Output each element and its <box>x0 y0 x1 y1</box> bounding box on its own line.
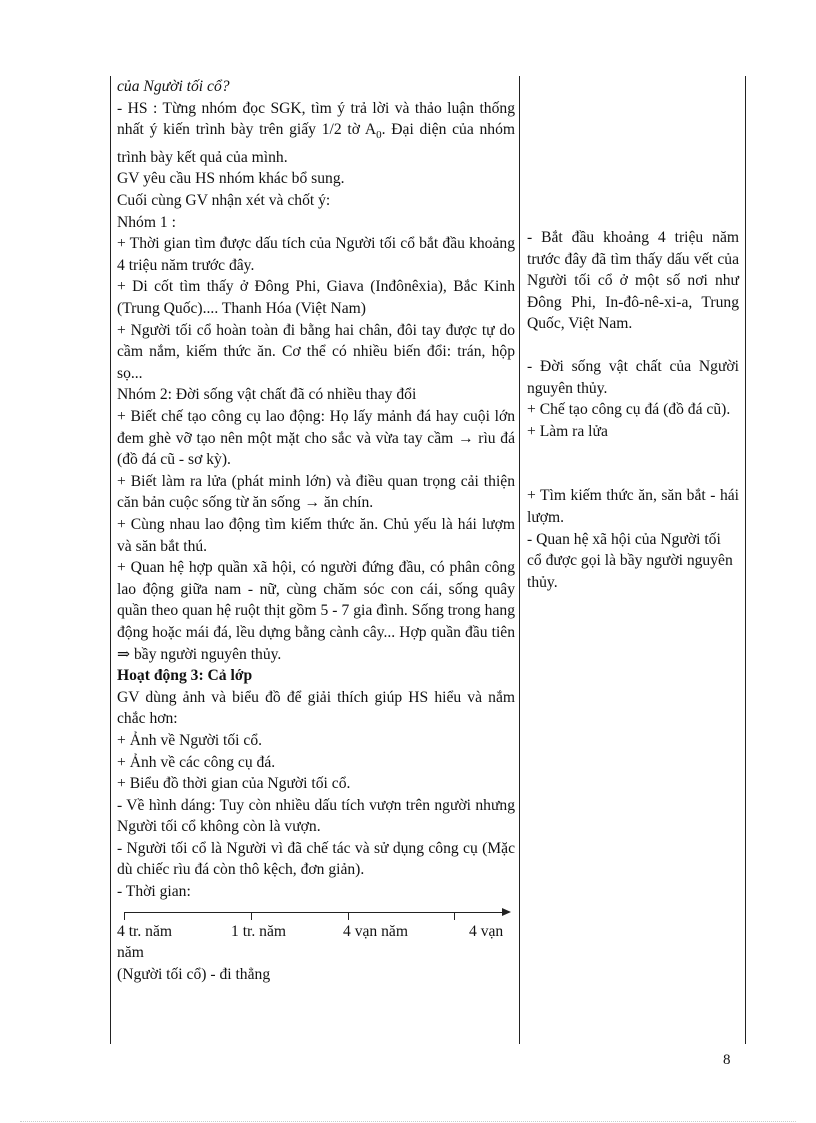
knowledge-column <box>527 76 739 593</box>
timeline-labels <box>117 921 515 943</box>
table-border-left <box>110 76 111 1044</box>
list-item: + Ảnh về các công cụ đá. <box>117 753 276 771</box>
page-number: 8 <box>723 1052 731 1068</box>
paragraph: + Người tối cổ hoàn toàn đi bằng hai chân, đôi tay được tự do cầm nắm, kiếm thức ăn. Cơ thể có nhiều biến đổi: trán, hộp sọ... <box>117 321 515 382</box>
paragraph: - Người tối cổ là Người vì đã chế tác và sử dụng công cụ (Mặc dù chiếc rìu đá còn thô kệch, đơn giản). <box>117 839 515 879</box>
arrow-icon: → <box>304 494 320 512</box>
timeline-axis <box>124 912 504 913</box>
paragraph: - Về hình dáng: Tuy còn nhiều dấu tích vượn trên người nhưng Người tối cổ không còn là vượn. <box>117 796 515 836</box>
table-border-right <box>745 76 746 1044</box>
list-item: + Biểu đồ thời gian của Người tối cổ. <box>117 775 351 793</box>
summary-item: + Chế tạo công cụ đá (đồ đá cũ). <box>527 401 731 419</box>
timeline-tick <box>251 912 252 920</box>
timeline-tick <box>454 912 455 920</box>
timeline-diagram <box>117 903 515 921</box>
arrow-icon: → <box>457 429 474 447</box>
implies-icon: ⇒ <box>117 645 131 663</box>
paragraph: - HS : Từng nhóm đọc SGK, tìm ý trả lời và thảo luận thống nhất ý kiến trình bày trên giấy 1/2 tờ $A_0$. Đại diện của nhóm trình bày kết quả của mình. <box>117 99 515 166</box>
group-heading: Nhóm 1 : <box>117 213 176 231</box>
timeline-label: 4 tr. năm <box>117 922 173 940</box>
question-text: của Người tối cổ? <box>117 78 230 95</box>
activities-column <box>117 76 515 985</box>
paragraph: - Thời gian: <box>117 883 191 901</box>
timeline-tick <box>124 912 125 920</box>
paragraph: Cuối cùng GV nhận xét và chốt ý: <box>117 192 331 210</box>
paragraph: + Biết chế tạo công cụ lao động: Họ lấy mảnh đá hay cuội lớn đem ghè vỡ tạo nên một mặt cho sắc và vừa tay cầm → rìu đá (đồ đá cũ - sơ kỳ). <box>117 408 515 469</box>
timeline-label: 4 vạn <box>469 922 504 940</box>
timeline-label-continuation: năm <box>117 944 144 962</box>
timeline-arrow-icon <box>502 908 511 916</box>
group-heading: Nhóm 2: Đời sống vật chất đã có nhiều thay đổi <box>117 386 417 404</box>
paragraph: + Di cốt tìm thấy ở Đông Phi, Giava (Inđônêxia), Bắc Kinh (Trung Quốc).... Thanh Hóa (Việt Nam) <box>117 278 515 318</box>
paragraph: + Cùng nhau lao động tìm kiếm thức ăn. Chủ yếu là hái lượm và săn bắt thú. <box>117 515 515 555</box>
paragraph: + Quan hệ hợp quần xã hội, có người đứng đầu, có phân công lao động giữa nam - nữ, cùng chăm sóc con cái, sống quây quần theo quan hệ ruột thịt gồm 5 - 7 gia đình. Sống trong hang động hoặc mái đá, lều dựng bằng cành cây... Hợp quần đầu tiên ⇒ bầy người nguyên thủy. <box>117 559 515 663</box>
paragraph: + Thời gian tìm được dấu tích của Người tối cổ bắt đầu khoảng 4 triệu năm trước đây. <box>117 235 515 274</box>
paragraph: GV dùng ảnh và biểu đồ để giải thích giúp HS hiểu và nắm chắc hơn: <box>117 688 515 728</box>
timeline-tick <box>348 912 349 920</box>
summary-item: - Đời sống vật chất của Người nguyên thủy. <box>527 357 739 397</box>
summary-item: - Bắt đầu khoảng 4 triệu năm trước đây đã tìm thấy dấu vết của Người tối cổ ở một số nơi như Đông Phi, In-đô-nê-xi-a, Trung Quốc, Việt Nam. <box>527 229 739 333</box>
timeline-label: 1 tr. năm <box>231 922 287 940</box>
timeline-label: 4 vạn năm <box>343 922 408 940</box>
summary-item: + Làm ra lửa <box>527 422 608 440</box>
paragraph: + Biết làm ra lửa (phát minh lớn) và điều quan trọng cải thiện căn bản cuộc sống từ ăn sống → ăn chín. <box>117 472 515 512</box>
paragraph: (Người tối cổ) - đi thẳng <box>117 965 271 983</box>
footer-divider <box>20 1121 796 1122</box>
summary-item: + Tìm kiếm thức ăn, săn bắt - hái lượm. <box>527 487 739 526</box>
summary-item: - Quan hệ xã hội của Người tối cổ được gọi là bầy người nguyên thủy. <box>527 530 733 591</box>
table-border-middle <box>519 76 520 1044</box>
paragraph: GV yêu cầu HS nhóm khác bổ sung. <box>117 170 345 188</box>
list-item: + Ảnh về Người tối cổ. <box>117 731 263 749</box>
activity-heading: Hoạt động 3: Cả lớp <box>117 667 253 685</box>
